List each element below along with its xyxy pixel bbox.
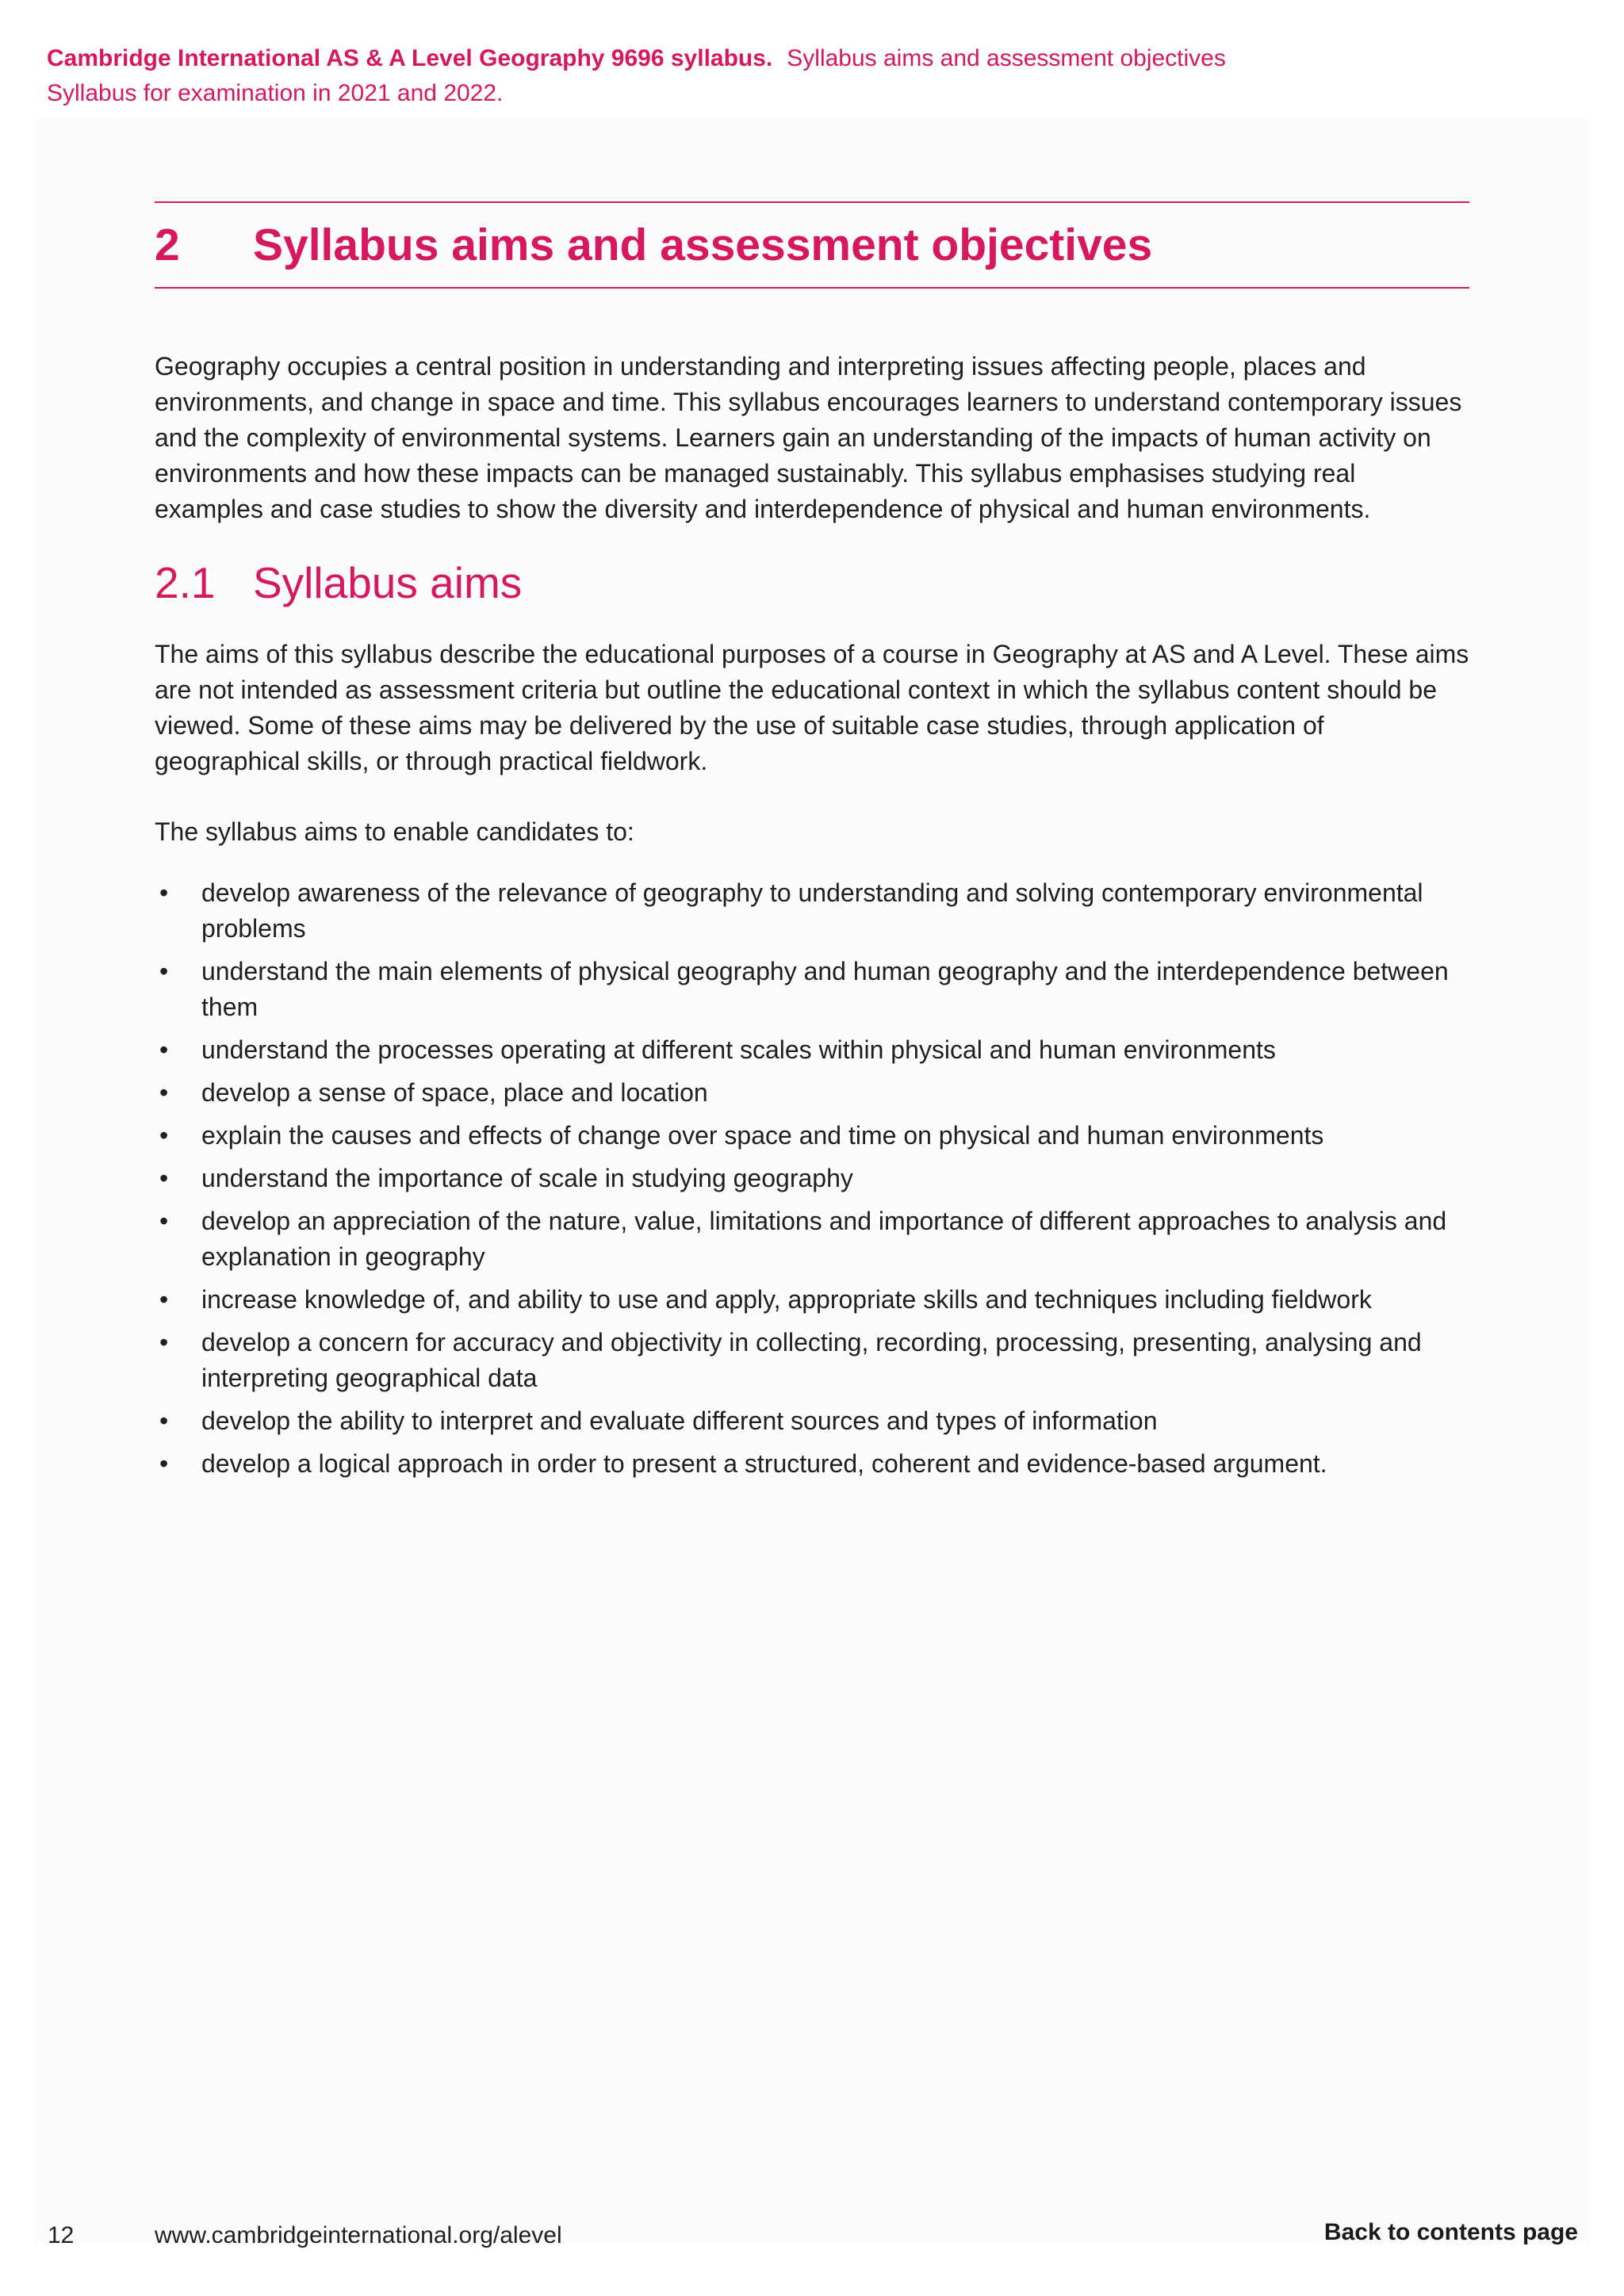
list-item-text: develop a concern for accuracy and objectivity in collecting, recording, processing, presenting, analysing and interpreting geographical data xyxy=(201,1328,1422,1392)
section-heading xyxy=(155,557,1469,621)
back-to-contents-link[interactable]: Back to contents page xyxy=(1323,2219,1578,2245)
list-item-text: understand the processes operating at different scales within physical and human environments xyxy=(201,1035,1276,1064)
list-item xyxy=(155,1075,1469,1111)
section-title: Syllabus aims xyxy=(253,558,523,607)
bullet-icon: • xyxy=(159,1207,169,1235)
bullet-icon: • xyxy=(159,1035,169,1064)
running-header-line-1 xyxy=(47,41,1553,76)
running-header xyxy=(47,41,1553,111)
list-item xyxy=(155,1403,1469,1439)
chapter-title: Syllabus aims and assessment objectives xyxy=(253,220,1153,270)
list-item-text: understand the importance of scale in studying geography xyxy=(201,1164,853,1192)
list-item xyxy=(155,1325,1469,1396)
bullet-icon: • xyxy=(159,1078,169,1107)
chapter-heading xyxy=(155,203,1469,287)
list-item xyxy=(155,1032,1469,1068)
list-item xyxy=(155,1203,1469,1275)
chapter-bottom-rule xyxy=(155,287,1469,289)
bullet-icon: • xyxy=(159,1285,169,1314)
list-item-text: develop an appreciation of the nature, value, limitations and importance of different approaches to analysis and explanation in geography xyxy=(201,1207,1447,1271)
list-item-text: develop awareness of the relevance of geography to understanding and solving contemporary environmental problems xyxy=(201,878,1423,943)
list-item-text: develop a sense of space, place and location xyxy=(201,1078,708,1107)
page-number: 12 xyxy=(48,2222,75,2248)
list-item xyxy=(155,1161,1469,1196)
list-item xyxy=(155,1282,1469,1318)
list-item-text: develop the ability to interpret and evaluate different sources and types of information xyxy=(201,1406,1158,1435)
chapter-number: 2 xyxy=(155,220,180,270)
bullet-icon: • xyxy=(159,1328,169,1357)
list-item xyxy=(155,954,1469,1025)
list-item-text: explain the causes and effects of change over space and time on physical and human environments xyxy=(201,1121,1324,1150)
bullet-icon: • xyxy=(159,1164,169,1192)
website-link[interactable]: www.cambridgeinternational.org/alevel xyxy=(155,2222,562,2248)
document-title: Cambridge International AS & A Level Geography 9696 syllabus. xyxy=(47,45,773,71)
section-number: 2.1 xyxy=(155,558,216,607)
bullet-icon: • xyxy=(159,957,169,985)
bullet-icon: • xyxy=(159,1449,169,1478)
aims-list xyxy=(155,875,1469,1482)
list-item xyxy=(155,1118,1469,1154)
aims-lead: The syllabus aims to enable candidates to: xyxy=(155,817,634,846)
bullet-icon: • xyxy=(159,1121,169,1150)
aims-paragraph: The aims of this syllabus describe the educational purposes of a course in Geography at AS and A Level. These aims are not intended as assessment criteria but outline the educational context in which the syllabus content should be viewed. Some of these aims may be delivered by the use of suitable case studies, through application of geographical skills, or through practical fieldwork. xyxy=(155,640,1469,775)
bullet-icon: • xyxy=(159,1406,169,1435)
list-item-text: understand the main elements of physical geography and human geography and the interdependence between them xyxy=(201,957,1449,1021)
intro-paragraph: Geography occupies a central position in understanding and interpreting issues affecting people, places and environments, and change in space and time. This syllabus encourages learners to understand contemporary issues and the complexity of environmental systems. Learners gain an understanding of the impacts of human activity on environments and how these impacts can be managed sustainably. This syllabus emphasises studying real examples and case studies to show the diversity and interdependence of physical and human environments. xyxy=(155,352,1462,523)
exam-years: Syllabus for examination in 2021 and 2022. xyxy=(47,80,504,106)
list-item xyxy=(155,875,1469,947)
list-item-text: increase knowledge of, and ability to use and apply, appropriate skills and techniques including fieldwork xyxy=(201,1285,1372,1314)
section-reference: Syllabus aims and assessment objectives xyxy=(787,45,1226,71)
bullet-icon: • xyxy=(159,878,169,907)
main-content xyxy=(155,201,1469,1489)
list-item-text: develop a logical approach in order to present a structured, coherent and evidence-based argument. xyxy=(201,1449,1327,1478)
list-item xyxy=(155,1446,1469,1482)
